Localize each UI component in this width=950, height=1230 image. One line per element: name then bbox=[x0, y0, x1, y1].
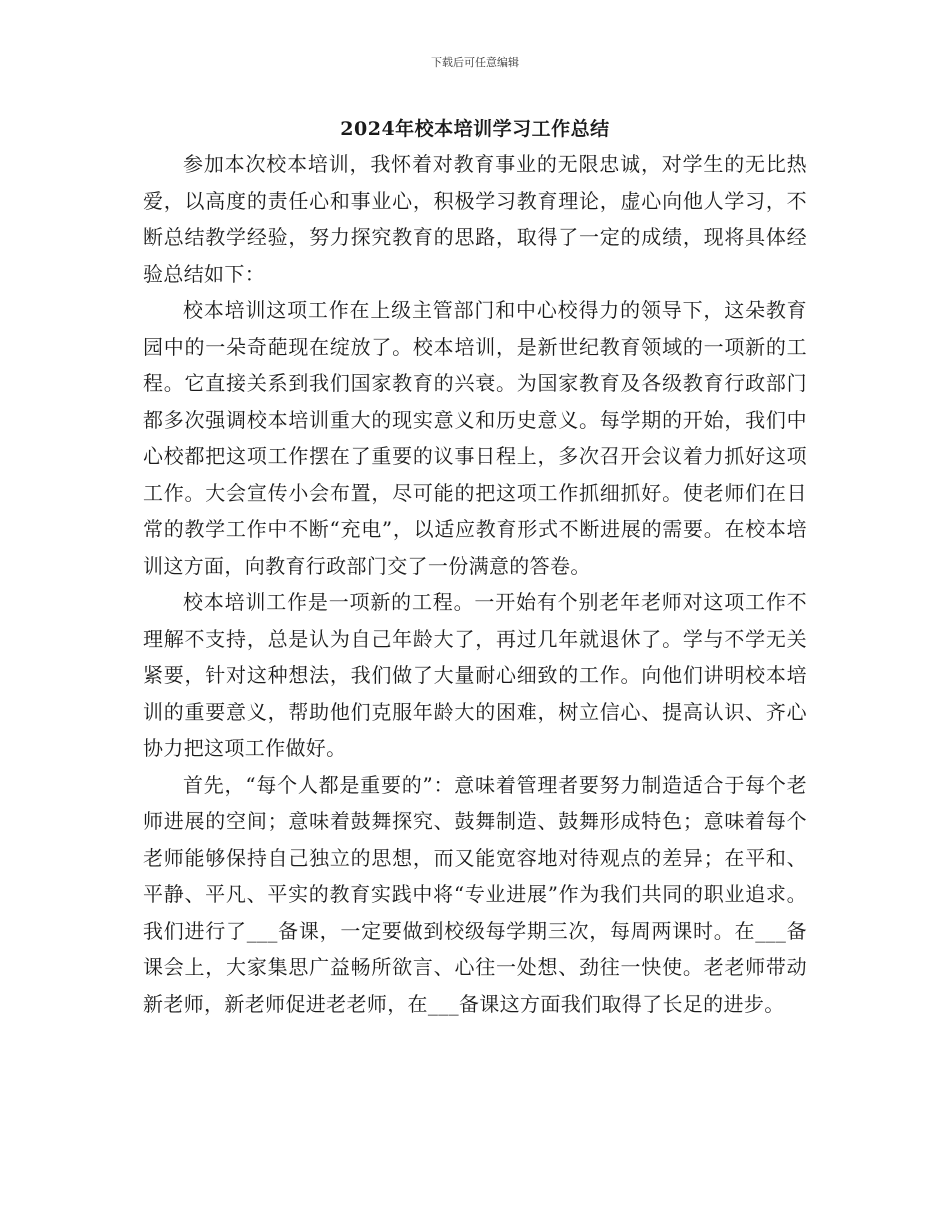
paragraph-first-point: 首先，“每个人都是重要的”：意味着管理者要努力制造适合于每个老师进展的空间；意味着鼓舞探究、鼓舞制造、鼓舞形成特色；意味着每个老师能够保持自己独立的思想，而又能宽容地对待观点的差异；在平和、平静、平凡、平实的教育实践中将“专业进展”作为我们共同的职业追求。我们进行了___备课，一定要做到校级每学期三次，每周两课时。在___备课会上，大家集思广益畅所欲言、心往一处想、劲往一快使。老老师带动新老师，新老师促进老老师，在___备课这方面我们取得了长足的进步。 bbox=[143, 772, 807, 1016]
page-header-note: 下载后可任意编辑 bbox=[431, 56, 519, 69]
paragraph-intro: 参加本次校本培训，我怀着对教育事业的无限忠诚，对学生的无比热爱，以高度的责任心和事业心，积极学习教育理论，虚心向他人学习，不断总结教学经验，努力探究教育的思路，取得了一定的成绩，现将具体经验总结如下： bbox=[143, 152, 807, 286]
paragraph-school-training: 校本培训这项工作在上级主管部门和中心校得力的领导下，这朵教育园中的一朵奇葩现在绽放了。校本培训，是新世纪教育领域的一项新的工程。它直接关系到我们国家教育的兴衰。为国家教育及各级教育行政部门都多次强调校本培训重大的现实意义和历史意义。每学期的开始，我们中心校都把这项工作摆在了重要的议事日程上，多次召开会议着力抓好这项工作。大会宣传小会布置，尽可能的把这项工作抓细抓好。使老师们在日常的教学工作中不断“充电”，以适应教育形式不断进展的需要。在校本培训这方面，向教育行政部门交了一份满意的答卷。 bbox=[143, 298, 807, 578]
document-title: 2024年校本培训学习工作总结 bbox=[340, 118, 610, 140]
document-body bbox=[143, 146, 807, 1022]
paragraph-new-project: 校本培训工作是一项新的工程。一开始有个别老年老师对这项工作不理解不支持，总是认为自己年龄大了，再过几年就退休了。学与不学无关紧要，针对这种想法，我们做了大量耐心细致的工作。向他们讲明校本培训的重要意义，帮助他们克服年龄大的困难，树立信心、提高认识、齐心协力把这项工作做好。 bbox=[143, 590, 807, 760]
